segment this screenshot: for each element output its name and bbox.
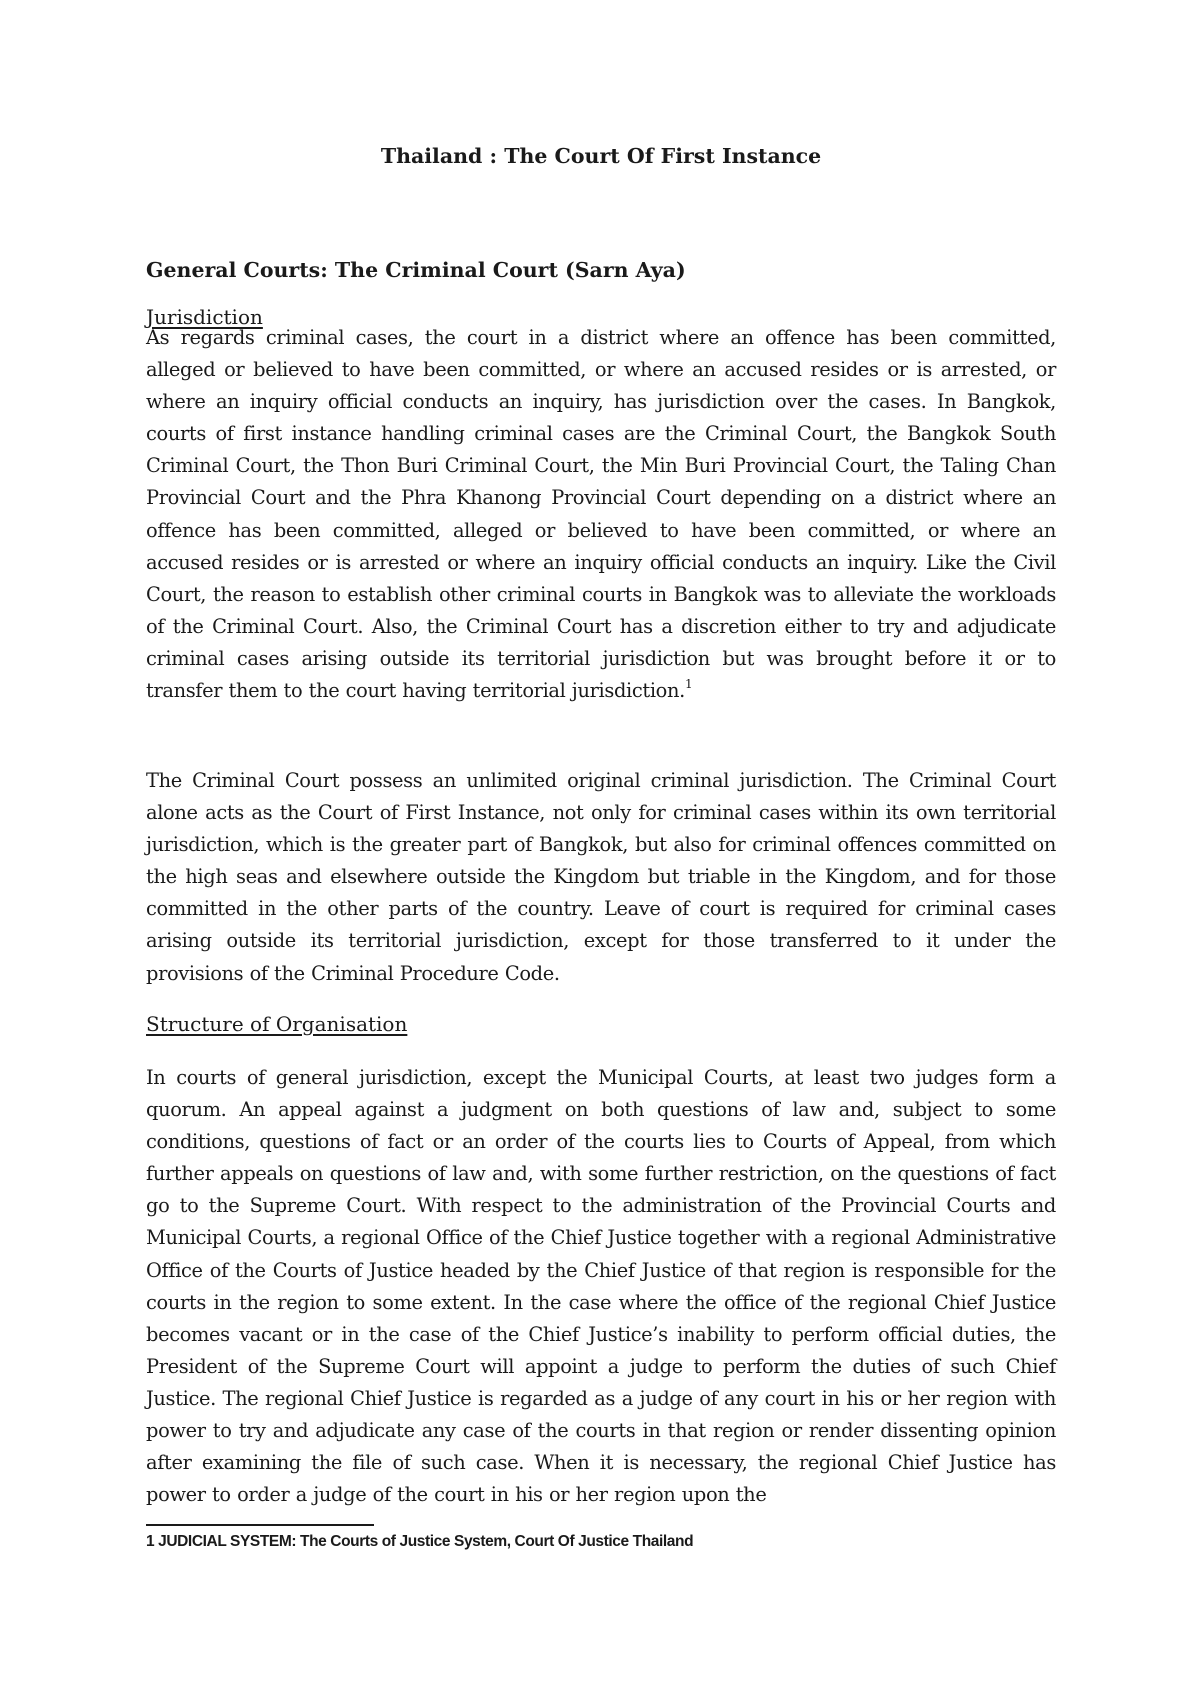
paragraph-structure-1: In courts of general jurisdiction, except the Municipal Courts, at least two judges form a quorum. An appeal against a judgment on both questions of law and, subject to some conditions, questions of fact or an order of the courts lies to Courts of Appeal, from which further appeals on questions of law and, with some further restriction, on the questions of fact go to the Supreme Court. With respect to the administration of the Provincial Courts and Municipal Courts, a regional Office of the Chief Justice together with a regional Administrative Office of the Courts of Justice headed by the Chief Justice of that region is responsible for the courts in the region to some extent. In the case where the office of the regional Chief Justice becomes vacant or in the case of the Chief Justice’s inability to perform official duties, the President of the Supreme Court will appoint a judge to perform the duties of such Chief Justice. The regional Chief Justice is regarded as a judge of any court in his or her region with power to try and adjudicate any case of the courts in that region or render dissenting opinion after examining the file of such case. When it is necessary, the regional Chief Justice has power to order a judge of the court in his or her region upon the bbox=[146, 1066, 1056, 1507]
subheading-jurisdiction: Jurisdiction bbox=[146, 305, 263, 329]
section-heading: General Courts: The Criminal Court (Sarn Aya) bbox=[146, 258, 686, 282]
footnote: 1 JUDICIAL SYSTEM: The Courts of Justice System, Court Of Justice Thailand bbox=[146, 1533, 694, 1550]
footnote-marker: 1 bbox=[684, 677, 693, 692]
paragraph-jurisdiction-1 bbox=[146, 322, 1056, 707]
footnote-separator bbox=[146, 1524, 374, 1526]
paragraph-text: As regards criminal cases, the court in a district where an offence has been committed, alleged or believed to have been committed, or where an accused resides or is arrested, or where an inquiry official conducts an inquiry, has jurisdiction over the cases. In Bangkok, courts of first instance handling criminal cases are the Criminal Court, the Bangkok South Criminal Court, the Thon Buri Criminal Court, the Min Buri Provincial Court, the Taling Chan Provincial Court and the Phra Khanong Provincial Court depending on a district where an offence has been committed, alleged or believed to have been committed, or where an accused resides or is arrested or where an inquiry official conducts an inquiry. Like the Civil Court, the reason to establish other criminal courts in Bangkok was to alleviate the workloads of the Criminal Court. Also, the Criminal Court has a discretion either to try and adjudicate criminal cases arising outside its territorial jurisdiction but was brought before it or to transfer them to the court having territorial jurisdiction. bbox=[146, 326, 1056, 703]
document-title: Thailand : The Court Of First Instance bbox=[380, 144, 822, 168]
subheading-structure-of-organisation: Structure of Organisation bbox=[146, 1012, 408, 1036]
paragraph-jurisdiction-2: The Criminal Court possess an unlimited original criminal jurisdiction. The Criminal Court alone acts as the Court of First Instance, not only for criminal cases within its own territorial jurisdiction, which is the greater part of Bangkok, but also for criminal offences committed on the high seas and elsewhere outside the Kingdom but triable in the Kingdom, and for those committed in the other parts of the country. Leave of court is required for criminal cases arising outside its territorial jurisdiction, except for those transferred to it under the provisions of the Criminal Procedure Code. bbox=[146, 769, 1056, 985]
